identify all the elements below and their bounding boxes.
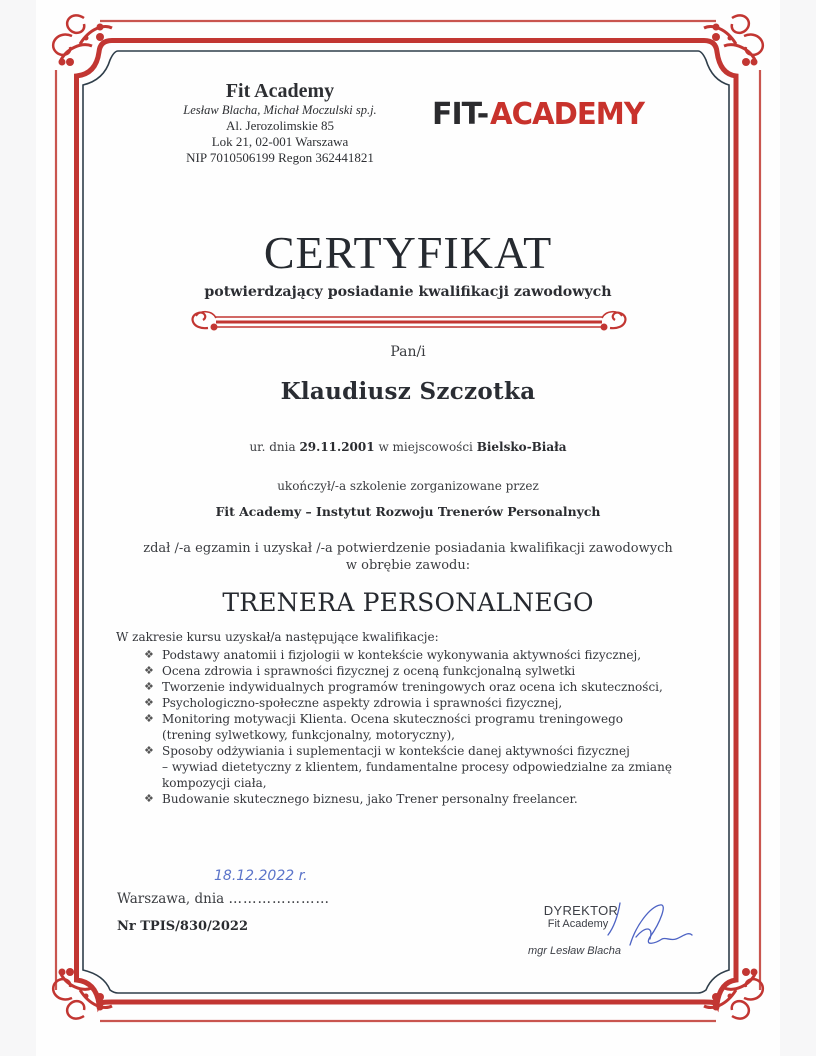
birth-info <box>100 440 716 454</box>
fit-academy-logo <box>432 96 646 130</box>
qualification-item: ❖ Budowanie skutecznego biznesu, jako Trener personalny freelancer. <box>144 792 578 806</box>
issuer-address-line2: Lok 21, 02-001 Warszawa <box>211 134 349 149</box>
corner-ornament-bottom-right <box>704 968 763 1019</box>
organizer: Fit Academy – Instytut Rozwoju Trenerów Personalnych <box>215 504 601 519</box>
place-and-date <box>117 890 330 908</box>
diamond-bullet-icon: ❖ <box>144 792 154 805</box>
handwritten-date: 18.12.2022 r. <box>214 868 308 884</box>
qualification-item: ❖ Podstawy anatomii i fizjologii w kontekście wykonywania aktywności fizycznej, <box>144 648 642 662</box>
diamond-bullet-icon: ❖ <box>144 744 154 757</box>
passed-line1: zdał /-a egzamin i uzyskał /-a potwierdzenie posiadania kwalifikacji zawodowych <box>143 541 673 556</box>
issuer-address-line1: Al. Jerozolimskie 85 <box>226 118 334 133</box>
diamond-bullet-icon: ❖ <box>144 712 154 725</box>
qualifications-list <box>116 647 716 807</box>
handwritten-signature <box>600 895 700 995</box>
diamond-bullet-icon: ❖ <box>144 680 154 693</box>
qualifications-heading: W zakresie kursu uzyskał/a następujące kwalifikacje: <box>116 630 439 644</box>
issuer-name: Fit Academy <box>225 80 335 102</box>
qualifications-section <box>116 629 716 807</box>
diamond-bullet-icon: ❖ <box>144 648 154 661</box>
birth-prefix: ur. dnia <box>249 440 296 454</box>
completed-text: ukończył/-a szkolenie zorganizowane przez <box>277 479 539 493</box>
stamp-org: Fit Academy <box>547 918 609 930</box>
birth-place: Bielsko-Biała <box>476 440 567 454</box>
diamond-bullet-icon: ❖ <box>144 696 154 709</box>
certificate-subtitle: potwierdzający posiadanie kwalifikacji zawodowych <box>204 284 612 300</box>
passed-text <box>100 540 716 574</box>
qualification-item: ❖ Monitoring motywacji Klienta. Ocena skuteczności programu treningowego (trening sylwetkowy, funkcjonalny, motoryczny), <box>144 712 623 742</box>
salutation: Pan/i <box>390 344 426 360</box>
birth-middle: w miejscowości <box>378 440 473 454</box>
recipient-name: Klaudiusz Szczotka <box>280 378 536 405</box>
frame-outer-line <box>56 21 760 1021</box>
certificate-number: Nr TPIS/830/2022 <box>117 919 248 934</box>
issuer-owners: Lesław Blacha, Michał Moczulski sp.j. <box>183 103 377 117</box>
stamp-role: DYREKTOR <box>543 903 619 918</box>
qualification-item: ❖ Sposoby odżywiania i suplementacji w kontekście danej aktywności fizycznej – wywiad dietetyczny z klientem, fundamentalne procesy odpowiedzialne za zmianę kompozycji ciała, <box>144 744 672 790</box>
passed-line2: w obrębie zawodu: <box>345 558 471 573</box>
ornamental-divider <box>186 308 632 334</box>
stamp-signer: mgr Lesław Blacha <box>528 945 621 957</box>
profession: TRENERA PERSONALNEGO <box>222 588 594 617</box>
qualification-item: ❖ Ocena zdrowia i sprawności fizycznej z oceną funkcjonalną sylwetki <box>144 664 576 678</box>
qualification-item: ❖ Tworzenie indywidualnych programów treningowych oraz ocena ich skuteczności, <box>144 680 663 694</box>
birth-date: 29.11.2001 <box>299 440 375 454</box>
place-label: Warszawa, dnia <box>117 891 225 907</box>
frame-dark-line <box>83 51 729 993</box>
diamond-bullet-icon: ❖ <box>144 664 154 677</box>
issuer-tax-ids: NIP 7010506199 Regon 362441821 <box>186 150 374 165</box>
corner-ornament-bottom-left <box>53 968 112 1019</box>
logo-text-fit: FIT- <box>432 97 489 130</box>
frame-thick-line <box>77 41 737 1005</box>
logo-text-academy: ACADEMY <box>490 97 646 130</box>
qualification-item: ❖ Psychologiczno-społeczne aspekty zdrowia i sprawności fizycznej, <box>144 696 563 710</box>
issuer-block <box>140 80 420 166</box>
certificate-title: CERTYFIKAT <box>263 227 553 278</box>
date-dotted-line: ………………… <box>228 891 330 907</box>
